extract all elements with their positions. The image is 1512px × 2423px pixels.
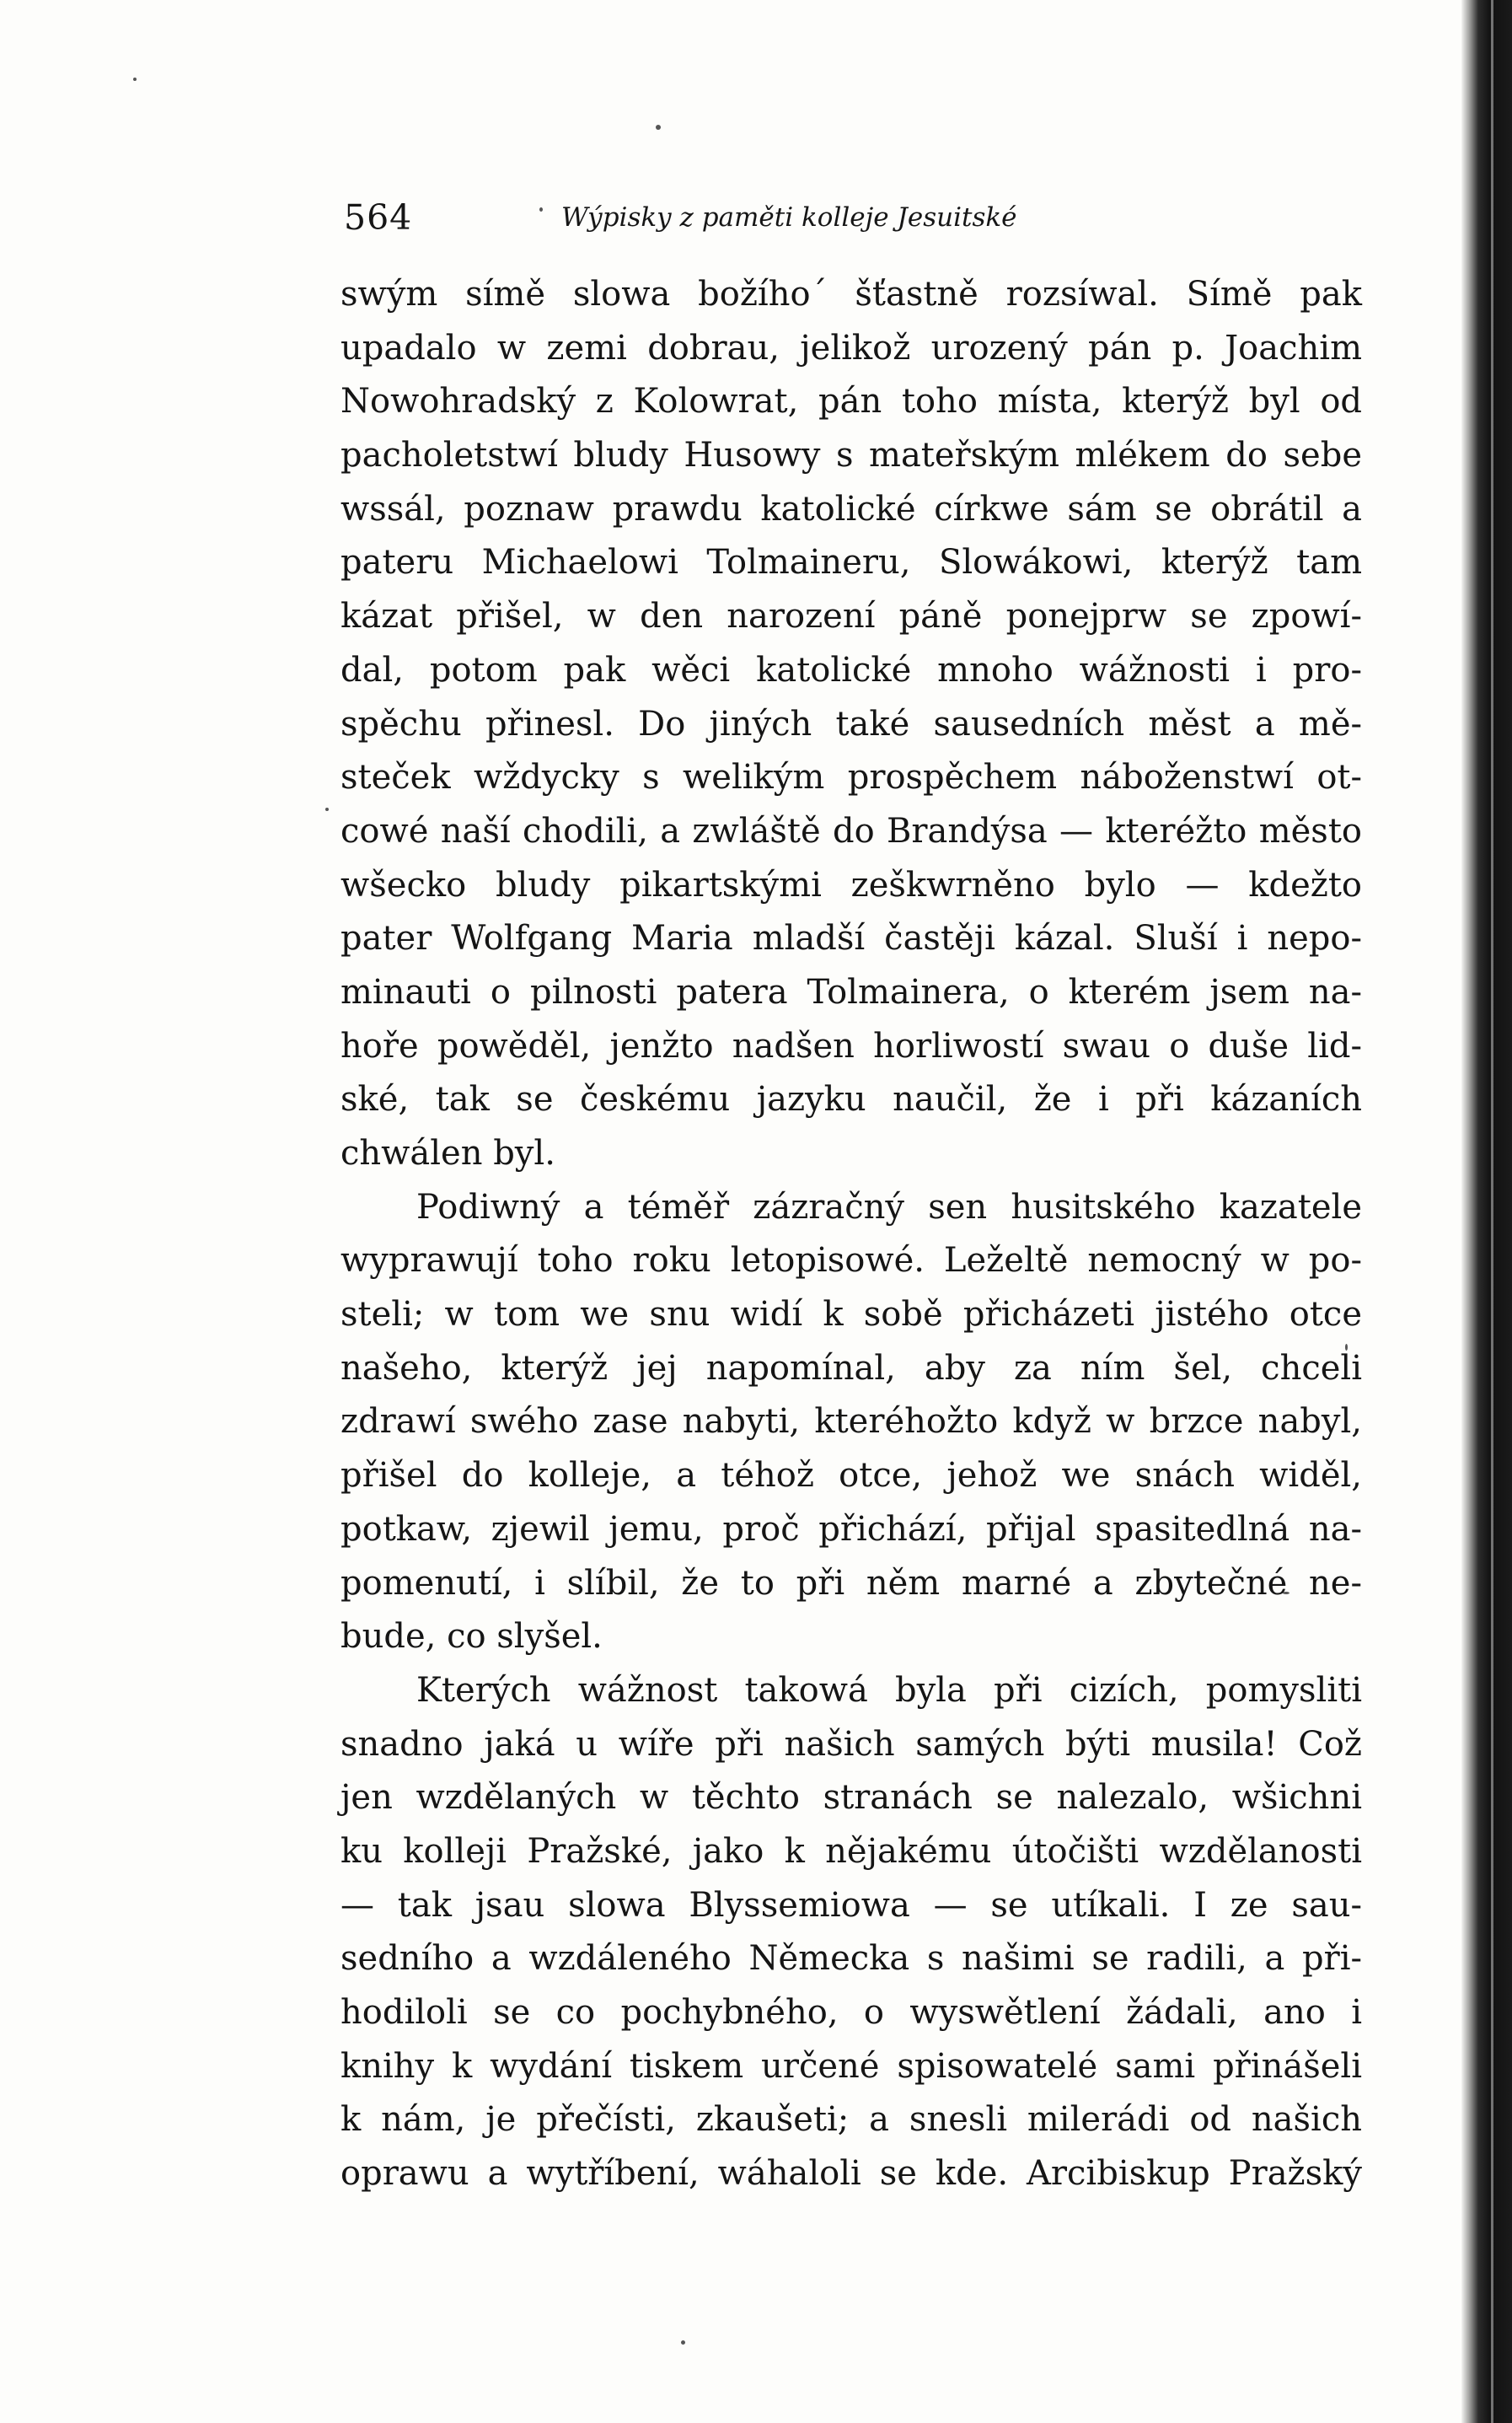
text-line: spěchu přinesl. Do jiných také sausedních měst a mě-: [340, 704, 1362, 744]
text-line: přišel do kolleje, a téhož otce, jehož we snách widěl,: [340, 1456, 1362, 1496]
scan-speck: [681, 2340, 685, 2345]
text-line: pacholetstwí bludy Husowy s mateřským mlékem do sebe: [340, 436, 1362, 475]
text-line: upadalo w zemi dobrau, jelikož urozený pán p. Joachim: [340, 328, 1362, 368]
text-line: hoře powěděl, jenžto nadšen horliwostí swau o duše lid-: [340, 1026, 1362, 1066]
page-header: [344, 192, 1372, 251]
text-line: steli; w tom we snu widí k sobě přicházeti jistého otce: [340, 1295, 1362, 1335]
text-line: snadno jaká u wíře při našich samých býti musila! Což: [340, 1724, 1362, 1764]
text-line: ské, tak se českému jazyku naučil, že i při kázaních: [340, 1080, 1362, 1120]
body-text: [340, 268, 1362, 2201]
text-line: pater Wolfgang Maria mladší častěji kázal. Sluší i nepo-: [340, 919, 1362, 959]
text-line: Nowohradský z Kolowrat, pán toho místa, kterýž byl od: [340, 382, 1362, 422]
text-line: knihy k wydání tiskem určené spisowatelé sami přinášeli: [340, 2046, 1362, 2086]
text-line: jen wzdělaných w těchto stranách se nalezalo, wšichni: [340, 1778, 1362, 1818]
text-line: našeho, kterýž jej napomínal, aby za ním šel, chceli: [340, 1348, 1362, 1388]
text-line: kázat přišel, w den narození páně ponejprw se zpowí-: [340, 597, 1362, 637]
text-line: bude, co slyšel.: [340, 1617, 603, 1657]
text-line: hodiloli se co pochybného, o wyswětlení žádali, ano i: [340, 1993, 1362, 2032]
text-line: zdrawí swého zase nabyti, kteréhožto když w brzce nabyl,: [340, 1402, 1362, 1442]
page-number: 564: [344, 197, 413, 238]
text-line: potkaw, zjewil jemu, proč přichází, přijal spasitedlná na-: [340, 1509, 1362, 1549]
text-line: swým símě slowa božího´ šťastně rozsíwal. Símě pak: [340, 275, 1362, 314]
running-title: Wýpisky z paměti kolleje Jesuitské: [561, 202, 1017, 233]
text-line: minauti o pilnosti patera Tolmainera, o kterém jsem na-: [340, 972, 1362, 1012]
scan-edge-highlight: [1491, 0, 1493, 2423]
paragraph-start-line: Kterých wážnost takowá byla při cizích, pomysliti: [416, 1670, 1362, 1710]
scan-speck: [656, 125, 661, 130]
text-line: pomenutí, i slíbil, že to při něm marné a zbytečné ne-: [340, 1563, 1362, 1603]
text-line: pateru Michaelowi Tolmaineru, Slowákowi, kterýž tam: [340, 543, 1362, 583]
text-line: k nám, je přečísti, zkaušeti; a snesli milerádi od našich: [340, 2100, 1362, 2140]
scan-edge: [1461, 0, 1512, 2423]
text-line: wšecko bludy pikartskými zeškwrněno bylo — kdežto: [340, 865, 1362, 905]
paragraph-start-line: Podiwný a téměř zázračný sen husitského kazatele: [416, 1187, 1362, 1227]
text-line: wssál, poznaw prawdu katolické církwe sám se obrátil a: [340, 489, 1362, 529]
text-line: chwálen byl.: [340, 1134, 555, 1173]
scan-speck: [133, 78, 137, 81]
text-line: cowé naší chodili, a zwláště do Brandýsa — kteréžto město: [340, 811, 1362, 851]
text-line: steček wždycky s welikým prospěchem náboženstwí ot-: [340, 758, 1362, 798]
text-line: sedního a wzdáleného Německa s našimi se radili, a při-: [340, 1939, 1362, 1979]
text-line: oprawu a wytříbení, wáhaloli se kde. Arcibiskup Pražský: [340, 2154, 1362, 2194]
text-line: ku kolleji Pražské, jako k nějakému útočišti wzdělanosti: [340, 1831, 1362, 1871]
text-line: dal, potom pak wěci katolické mnoho wážnosti i pro-: [340, 650, 1362, 690]
text-line: — tak jsau slowa Blyssemiowa — se utíkali. I ze sau-: [340, 1885, 1362, 1925]
scan-speck: [325, 808, 329, 811]
text-line: wyprawují toho roku letopisowé. Leželtě nemocný w po-: [340, 1241, 1362, 1281]
